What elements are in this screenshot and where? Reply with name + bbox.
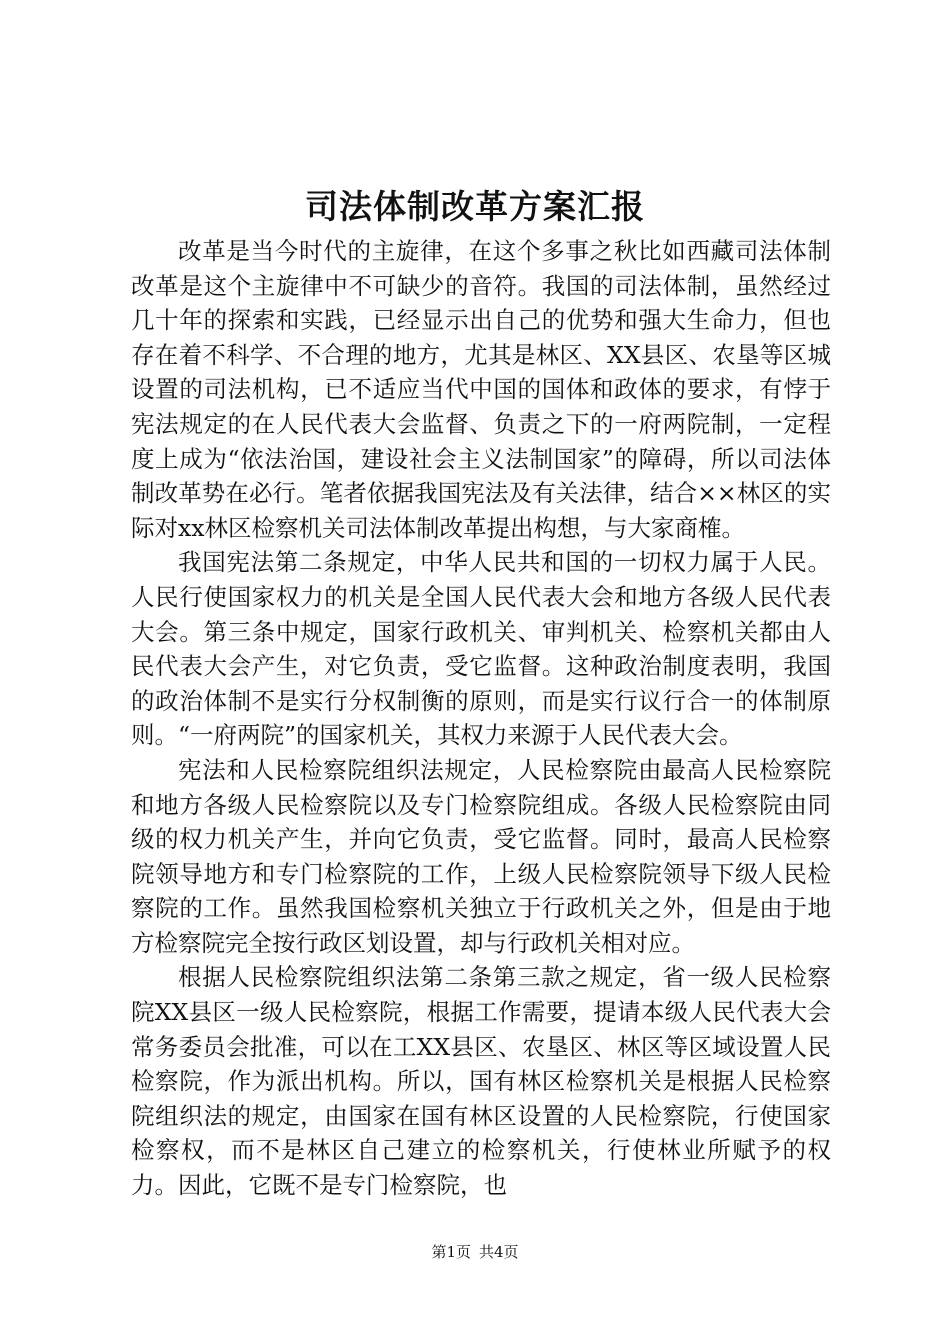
document-title: 司法体制改革方案汇报 <box>305 187 645 226</box>
page-footer <box>0 1240 950 1264</box>
paragraph-2: 我国宪法第二条规定，中华人民共和国的一切权力属于人民。人民行使国家权力的机关是全国人民代表大会和地方各级人民代表大会。第三条中规定，国家行政机关、审判机关、检察机关都由人民代表大会产生，对它负责，受它监督。这种政治制度表明，我国的政治体制不是实行分权制衡的原则，而是实行议行合一的体制原则。“一府两院”的国家机关，其权力来源于人民代表大会。 <box>131 548 831 750</box>
paragraph-3: 宪法和人民检察院组织法规定，人民检察院由最高人民检察院和地方各级人民检察院以及专门检察院组成。各级人民检察院由同级的权力机关产生，并向它负责，受它监督。同时，最高人民检察院领导地方和专门检察院的工作，上级人民检察院领导下级人民检察院的工作。虽然我国检察机关独立于行政机关之外，但是由于地方检察院完全按行政区划设置，却与行政机关相对应。 <box>131 755 831 957</box>
paragraph-4: 根据人民检察院组织法第二条第三款之规定，省一级人民检察院XX县区一级人民检察院，根据工作需要，提请本级人民代表大会常务委员会批准，可以在工XX县区、农垦区、林区等区域设置人民检察院，作为派出机构。所以，国有林区检察机关是根据人民检察院组织法的规定，由国家在国有林区设置的人民检察院，行使国家检察权，而不是林区自己建立的检察机关，行使林业所赋予的权力。因此，它既不是专门检察院，也 <box>131 963 831 1200</box>
page-number: 第1页 <box>431 1243 471 1261</box>
document-body <box>131 234 831 1203</box>
paragraph-1: 改革是当今时代的主旋律，在这个多事之秋比如西藏司法体制改革是这个主旋律中不可缺少的音符。我国的司法体制，虽然经过几十年的探索和实践，已经显示出自己的优势和强大生命力，但也存在着不科学、不合理的地方，尤其是林区、XX县区、农垦等区城设置的司法机构，已不适应当代中国的国体和政体的要求，有悖于宪法规定的在人民代表大会监督、负责之下的一府两院制，一定程度上成为“依法治国，建设社会主义法制国家”的障碍，所以司法体制改革势在必行。笔者依据我国宪法及有关法律，结合××林区的实际对xx林区检察机关司法体制改革提出构想，与大家商榷。 <box>131 237 831 542</box>
page-total: 共4页 <box>479 1243 519 1261</box>
